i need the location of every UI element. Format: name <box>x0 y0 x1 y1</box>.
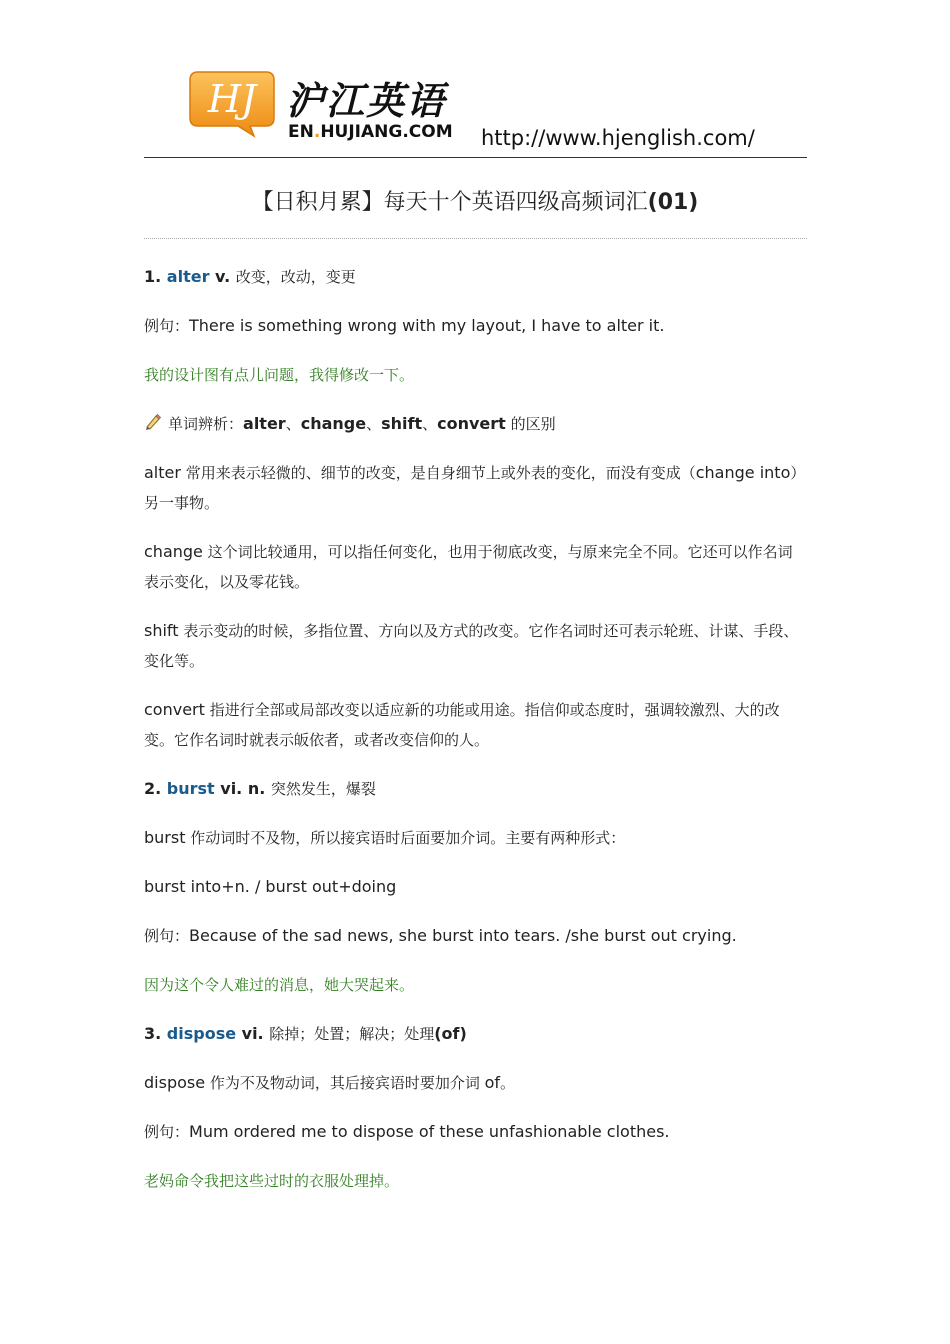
analysis-alter-text: 常用来表示轻微的、细节的改变，是自身细节上或外表的变化，而没有变成（ <box>180 464 696 482</box>
entry-number: 3. <box>144 1024 167 1043</box>
entry-heading-alter <box>144 262 807 292</box>
logo-en-domain: HUJIANG.COM <box>320 122 453 142</box>
logo-english-name <box>288 122 453 142</box>
page-header <box>144 60 807 158</box>
translation-dispose: 老妈命令我把这些过时的衣服处理掉。 <box>144 1172 400 1190</box>
page-title <box>0 185 950 216</box>
example-alter <box>144 311 807 341</box>
article-body <box>144 262 807 1215</box>
analysis-sep-1: 、 <box>285 415 301 433</box>
example-dispose <box>144 1117 807 1147</box>
svg-text:HJ: HJ <box>207 77 257 121</box>
analysis-alter <box>144 458 807 518</box>
analysis-heading <box>144 409 807 439</box>
analysis-convert <box>144 695 807 755</box>
analysis-alter-text-2: ）另一事物。 <box>144 464 806 512</box>
title-number: (01) <box>647 190 699 215</box>
analysis-alter-word: alter <box>144 463 181 482</box>
analysis-convert-word: convert <box>144 700 205 719</box>
analysis-shift-word: shift <box>144 621 179 640</box>
translation-burst: 因为这个令人难过的消息，她大哭起来。 <box>144 976 415 994</box>
example-sentence: Mum ordered me to dispose of these unfashionable clothes. <box>189 1122 670 1141</box>
entry-word: alter <box>166 267 210 286</box>
entry-meaning: 改变，改动，变更 <box>235 268 356 286</box>
entry-word: dispose <box>166 1024 237 1043</box>
entry-word: burst <box>166 779 215 798</box>
analysis-change <box>144 537 807 597</box>
entry-pos: v. <box>209 267 236 286</box>
example-label: 例句： <box>144 1123 190 1141</box>
note-end: 。 <box>500 1074 516 1092</box>
hujiang-logo-icon <box>188 68 276 138</box>
forms-burst: burst into+n. / burst out+doing <box>144 877 397 896</box>
logo-chinese-name: 沪江英语 <box>286 79 447 123</box>
note-burst <box>144 823 807 853</box>
entry-heading-dispose <box>144 1019 807 1049</box>
analysis-word-4: convert <box>437 414 506 433</box>
note-of: of <box>484 1073 501 1092</box>
note-text: 作为不及物动词，其后接宾语时要加介词 <box>205 1074 485 1092</box>
analysis-suffix: 的区别 <box>505 415 556 433</box>
entry-heading-burst <box>144 774 807 804</box>
analysis-change-word: change <box>144 542 203 561</box>
entry-number: 2. <box>144 779 167 798</box>
analysis-change-text: 这个词比较通用，可以指任何变化，也用于彻底改变，与原来完全不同。它还可以作名词表示变化，以及零花钱。 <box>144 543 793 591</box>
example-sentence: Because of the sad news, she burst into tears. /she burst out crying. <box>189 926 737 945</box>
analysis-sep-2: 、 <box>366 415 382 433</box>
note-dispose <box>144 1068 807 1098</box>
title-divider <box>144 238 807 239</box>
pencil-icon <box>144 413 162 431</box>
logo-en-prefix: EN <box>288 122 314 142</box>
logo-en-dot: . <box>313 122 321 142</box>
entry-pos: vi. n. <box>214 779 271 798</box>
analysis-sep-3: 、 <box>422 415 438 433</box>
translation-alter: 我的设计图有点儿问题，我得修改一下。 <box>144 366 415 384</box>
analysis-word-1: alter <box>243 414 286 433</box>
analysis-word-2: change <box>300 414 367 433</box>
analysis-label: 单词辨析： <box>168 415 244 433</box>
entry-meaning-of: (of) <box>434 1024 467 1043</box>
example-sentence: There is something wrong with my layout, I have to alter it. <box>189 316 665 335</box>
example-burst <box>144 921 807 951</box>
title-text: 【日积月累】每天十个英语四级高频词汇 <box>251 190 648 215</box>
note-word: burst <box>144 828 186 847</box>
analysis-word-3: shift <box>381 414 423 433</box>
entry-pos: vi. <box>236 1024 270 1043</box>
entry-meaning: 突然发生，爆裂 <box>270 780 376 798</box>
note-word: dispose <box>144 1073 206 1092</box>
analysis-convert-text: 指进行全部或局部改变以适应新的功能或用途。指信仰或态度时，强调较激烈、大的改变。它作名词时就表示皈依者，或者改变信仰的人。 <box>144 701 780 749</box>
entry-meaning: 除掉；处置；解决；处理 <box>269 1025 435 1043</box>
analysis-shift <box>144 616 807 676</box>
note-text: 作动词时不及物，所以接宾语时后面要加介词。主要有两种形式： <box>185 829 626 847</box>
entry-number: 1. <box>144 267 167 286</box>
analysis-alter-change: change into <box>695 463 791 482</box>
analysis-shift-text: 表示变动的时候，多指位置、方向以及方式的改变。它作名词时还可表示轮班、计谋、手段、变化等。 <box>144 622 799 670</box>
site-url-link[interactable]: http://www.hjenglish.com/ <box>481 126 755 150</box>
example-label: 例句： <box>144 927 190 945</box>
example-label: 例句： <box>144 317 190 335</box>
